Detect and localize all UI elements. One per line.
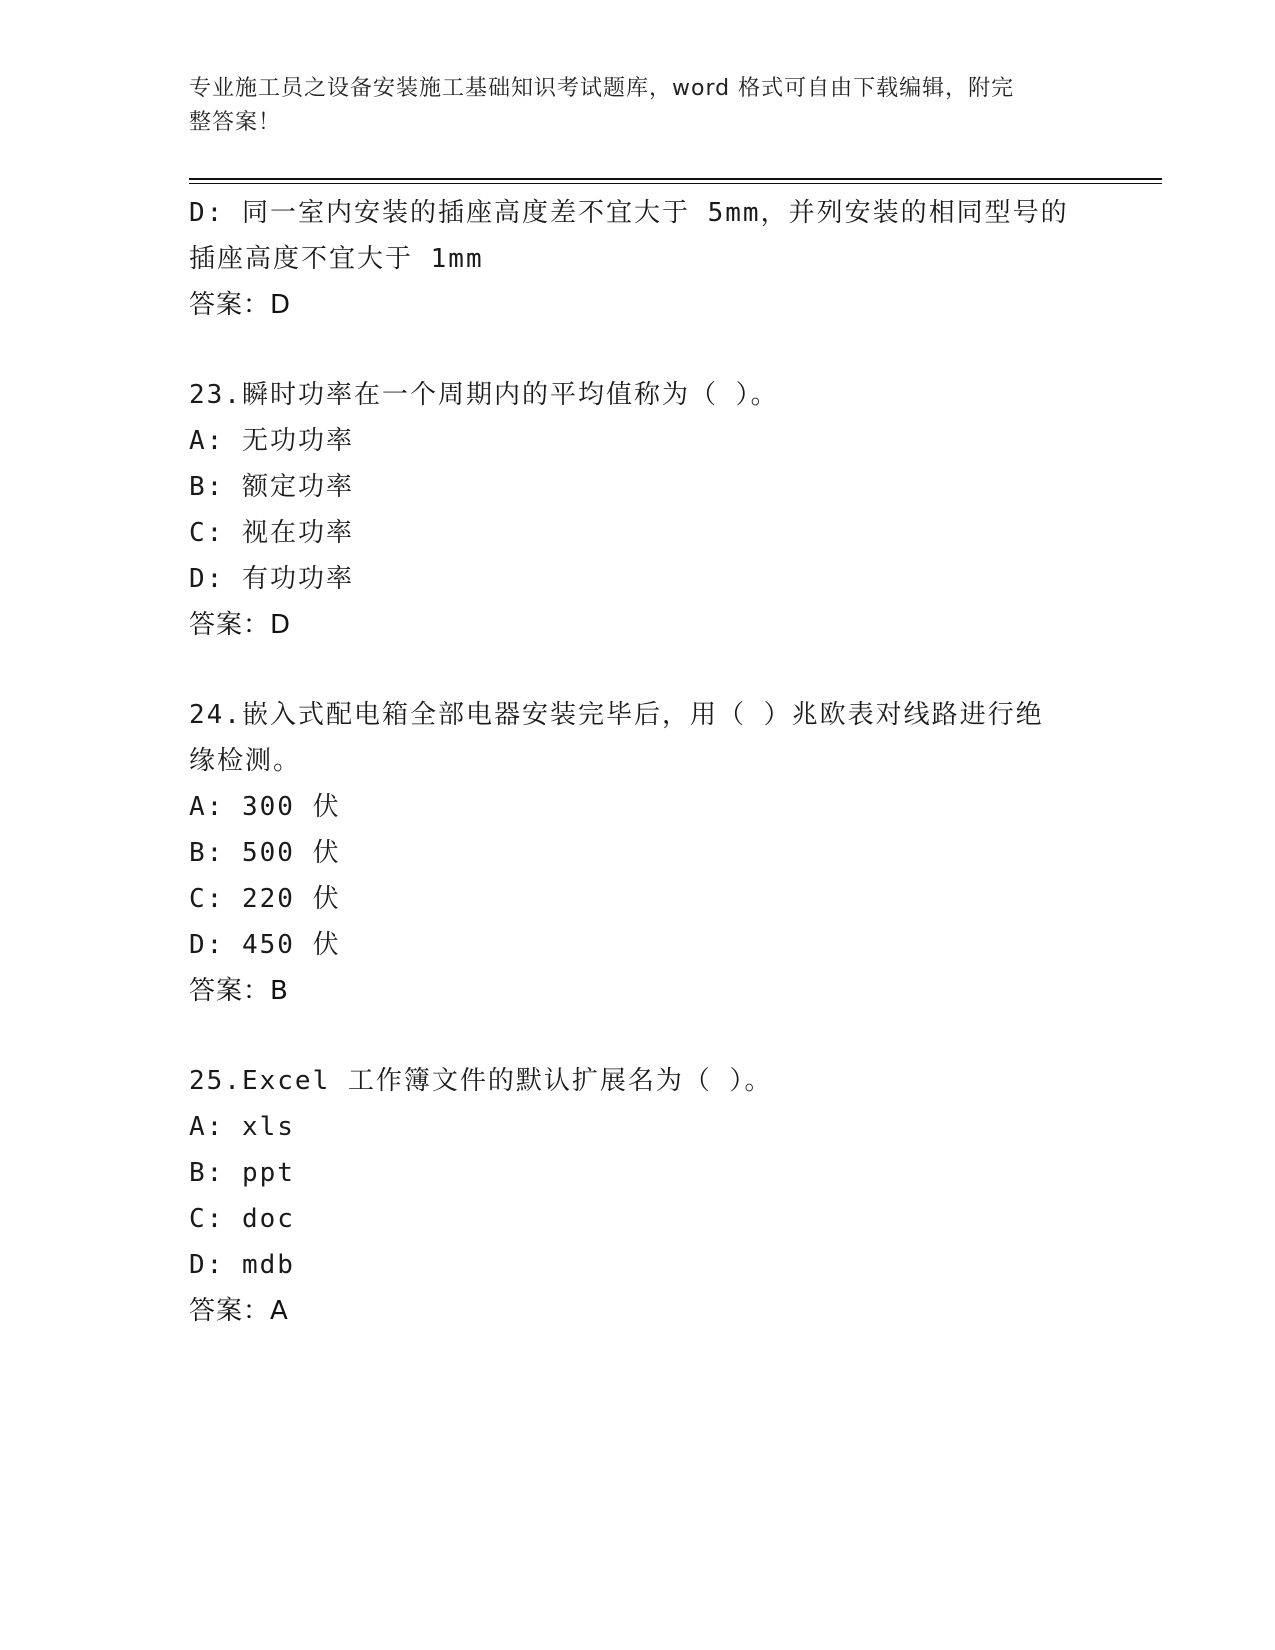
option-a: A: 无功功率 [189,426,354,456]
question-stem: 23.瞬时功率在一个周期内的平均值称为（ ）。 [189,380,779,410]
header-rule-thin [189,183,1162,184]
question-23 [189,372,1089,648]
option-d: D: mdb [189,1250,295,1280]
header-line-1: 专业施工员之设备安装施工基础知识考试题库，word 格式可自由下载编辑，附完 [189,76,1015,101]
question-fragment [189,190,1089,328]
option-d: D: 同一室内安装的插座高度差不宜大于 5mm，并列安装的相同型号的 [189,198,1069,228]
question-stem-continued: 缘检测。 [189,746,302,776]
option-a: A: xls [189,1112,295,1142]
option-a: A: 300 伏 [189,792,341,822]
option-c: C: doc [189,1204,295,1234]
header-rule-thick [189,178,1162,180]
answer-label: 答案：D [189,610,292,640]
option-c: C: 视在功率 [189,518,354,548]
answer-label: 答案：B [189,976,289,1006]
question-24 [189,692,1089,1014]
answer-label: 答案：D [189,290,292,320]
option-b: B: ppt [189,1158,295,1188]
answer-label: 答案：A [189,1296,289,1326]
question-stem: 25.Excel 工作簿文件的默认扩展名为（ ）。 [189,1066,773,1096]
question-stem: 24.嵌入式配电箱全部电器安装完毕后，用（ ）兆欧表对线路进行绝 [189,700,1044,730]
option-c: C: 220 伏 [189,884,341,914]
option-b: B: 额定功率 [189,472,354,502]
document-header [189,72,1089,140]
option-b: B: 500 伏 [189,838,341,868]
question-25 [189,1058,1089,1334]
option-d: D: 450 伏 [189,930,341,960]
question-list [189,190,1089,1334]
option-d-continued: 插座高度不宜大于 1mm [189,244,484,274]
option-d: D: 有功功率 [189,564,354,594]
header-line-2: 整答案！ [189,110,282,135]
